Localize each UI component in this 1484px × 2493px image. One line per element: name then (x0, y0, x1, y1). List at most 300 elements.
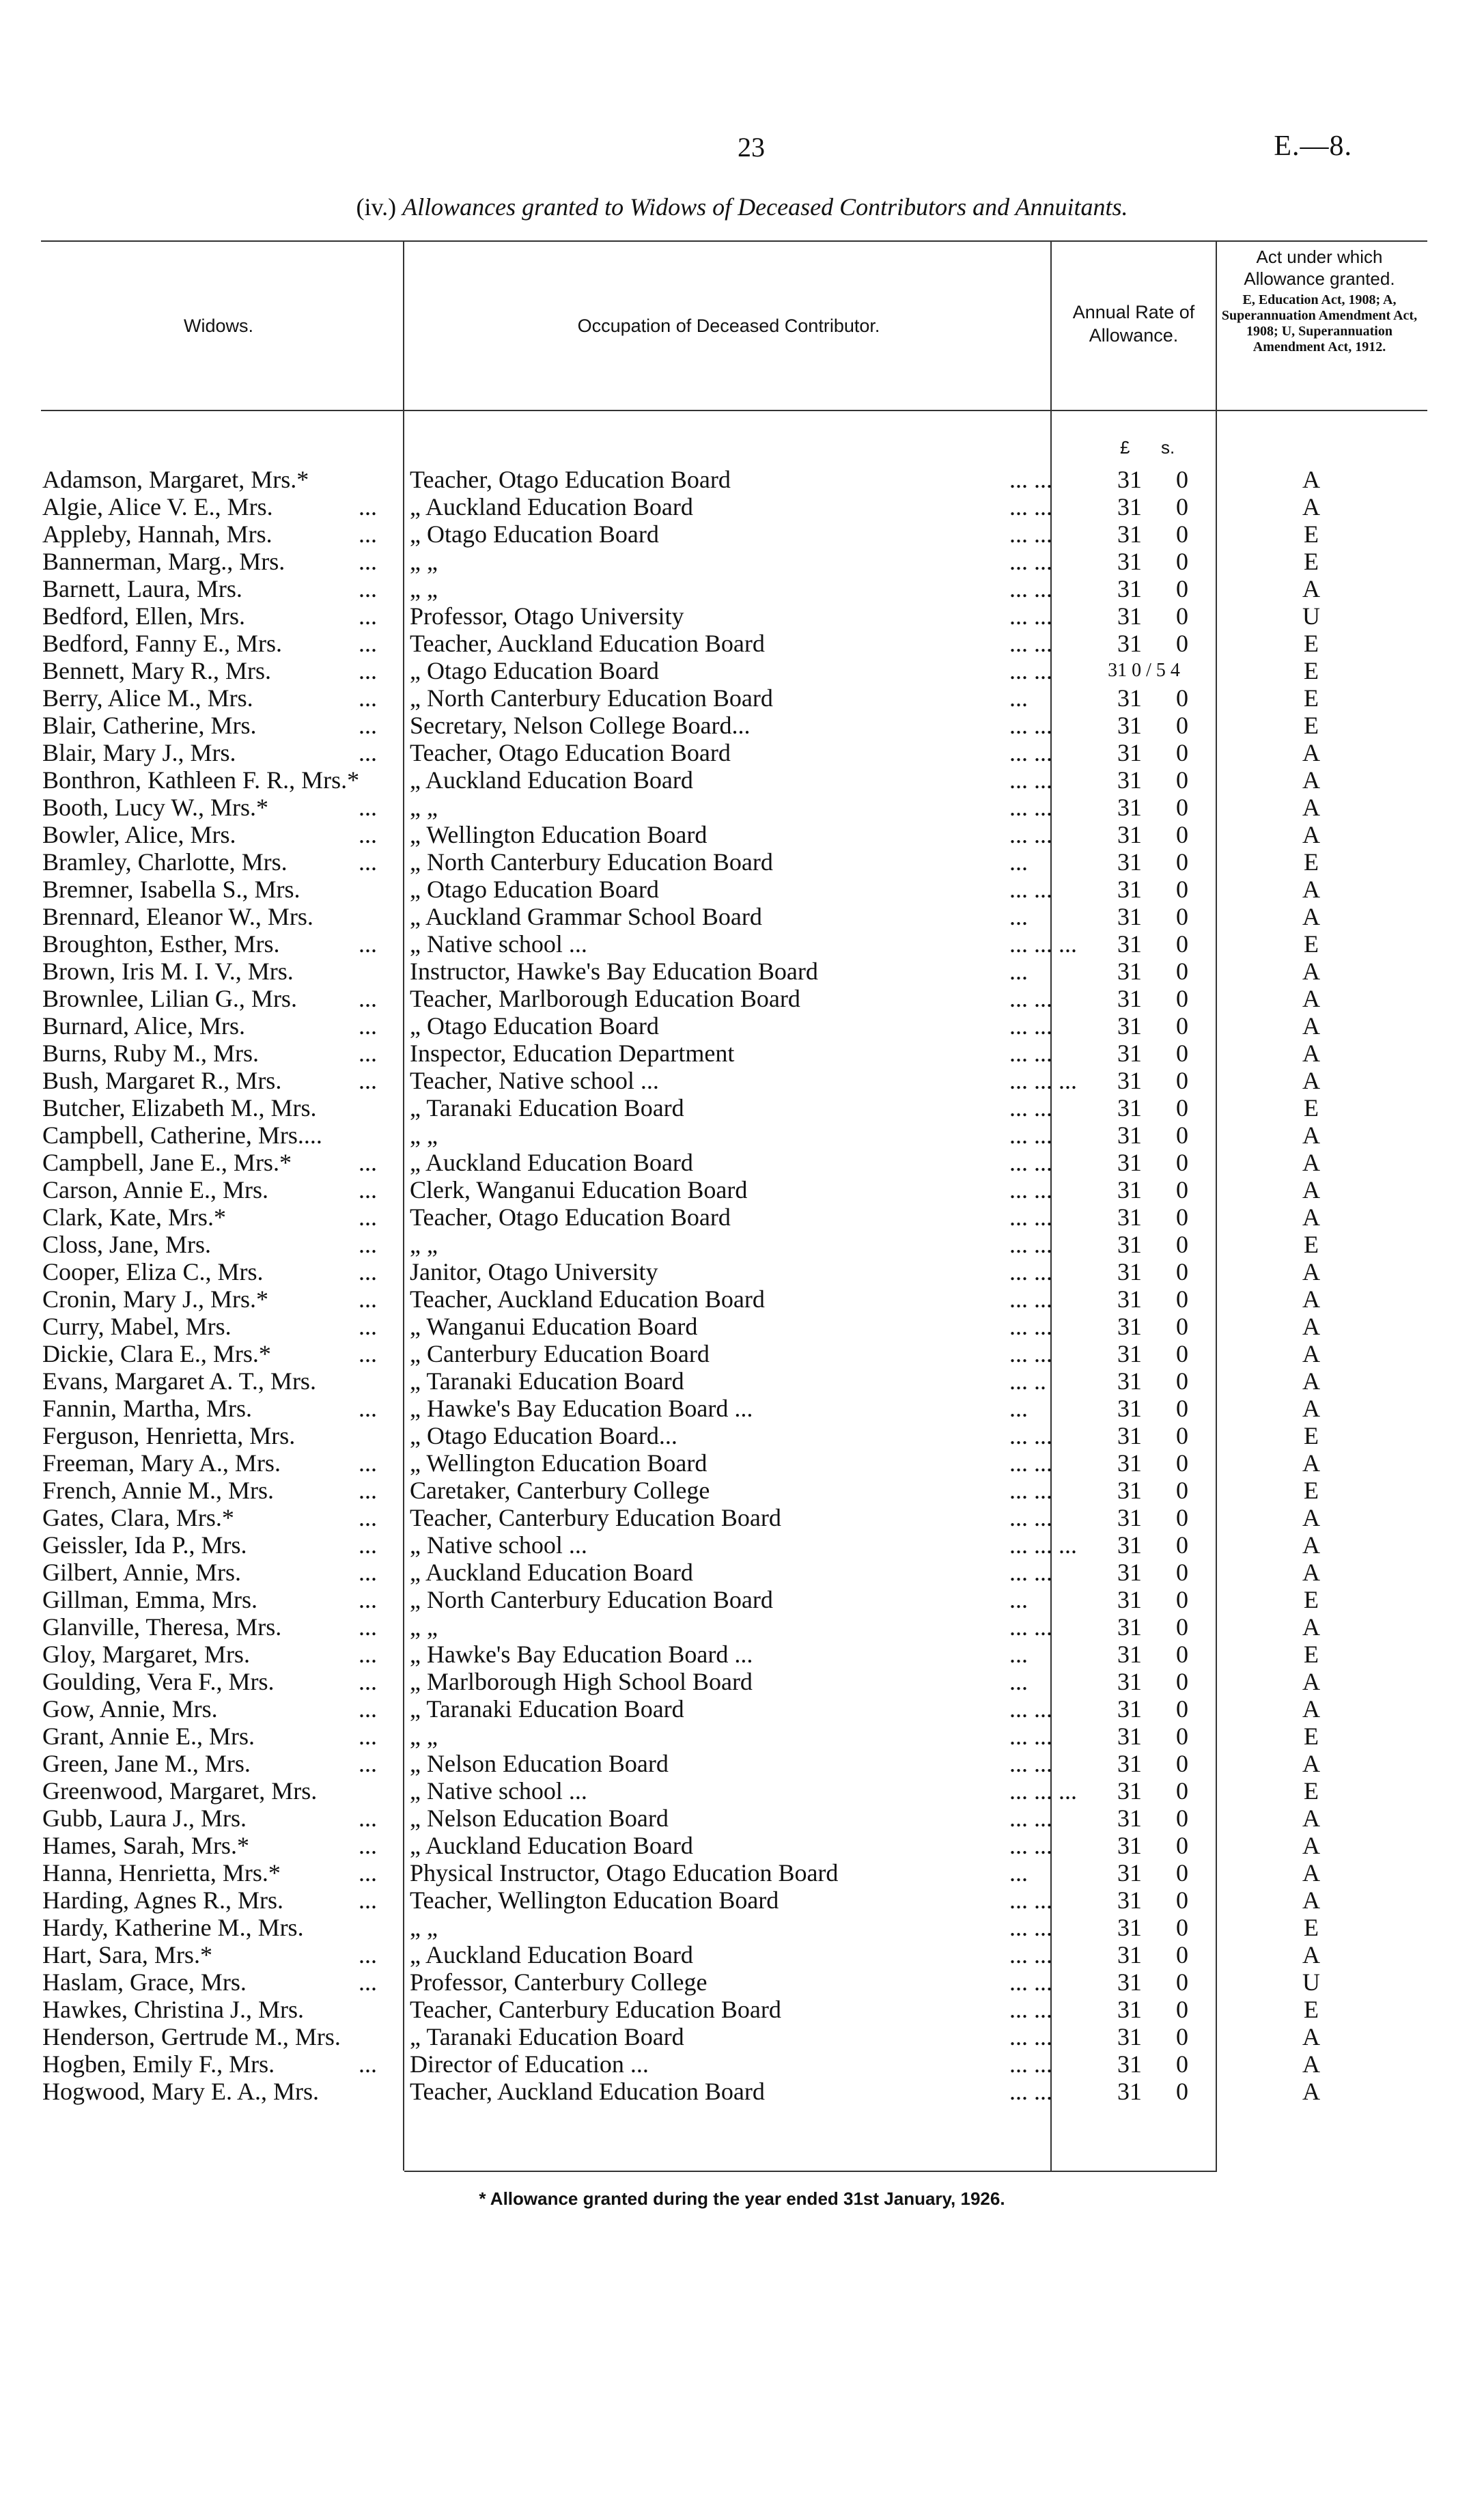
rate-pounds: 31 (1117, 466, 1142, 493)
act-code: E (1304, 1231, 1319, 1258)
widow-name: Burns, Ruby M., Mrs. (42, 1040, 260, 1067)
rate-shillings: 0 (1176, 1941, 1188, 1968)
widow-name: Grant, Annie E., Mrs. (42, 1723, 255, 1750)
table-row (0, 1777, 1484, 1805)
occupation: „ „ (410, 575, 438, 602)
name-leader-dots: ... (359, 985, 377, 1012)
table-row (0, 1968, 1484, 1996)
rate-shillings: 0 (1176, 1395, 1188, 1422)
occupation: „ Auckland Education Board (410, 1832, 693, 1859)
rate-pounds: 31 (1117, 1094, 1142, 1122)
occupation: „ Marlborough High School Board (410, 1668, 753, 1695)
widow-name: Curry, Mabel, Mrs. (42, 1313, 232, 1340)
rate-pounds: 31 (1117, 1941, 1142, 1968)
occupation: Professor, Canterbury College (410, 1968, 708, 1996)
rate-pounds: 31 (1117, 602, 1142, 630)
rate-shillings: 0 (1176, 766, 1188, 794)
table-row (0, 1258, 1484, 1285)
table-row (0, 739, 1484, 766)
rate-shillings: 0 (1176, 958, 1188, 985)
occupation-leader-dots: ... ... (1009, 1914, 1052, 1941)
name-leader-dots: ... (359, 1613, 377, 1641)
table-row (0, 1067, 1484, 1094)
act-code: E (1304, 520, 1319, 548)
occupation: Inspector, Education Department (410, 1040, 735, 1067)
widow-name: Bramley, Charlotte, Mrs. (42, 848, 288, 876)
table-row (0, 1559, 1484, 1586)
widow-name: Greenwood, Margaret, Mrs. (42, 1777, 318, 1805)
occupation-leader-dots: ... ... (1009, 1477, 1052, 1504)
widow-name: Hogwood, Mary E. A., Mrs. (42, 2078, 319, 2105)
occupation: „ Otago Education Board (410, 1012, 659, 1040)
name-leader-dots: ... (359, 684, 377, 712)
widow-name: Ferguson, Henrietta, Mrs. (42, 1422, 296, 1449)
act-code: A (1302, 1040, 1320, 1067)
table-row (0, 1941, 1484, 1968)
rate-shillings: 0 (1176, 493, 1188, 520)
rate-shillings: 0 (1176, 1094, 1188, 1122)
act-code: A (1302, 1176, 1320, 1203)
act-code: A (1302, 1203, 1320, 1231)
name-leader-dots: ... (359, 1203, 377, 1231)
rate-shillings: 0 (1176, 1559, 1188, 1586)
act-code: A (1302, 1750, 1320, 1777)
rate-pounds: 31 (1117, 2050, 1142, 2078)
rate-pounds: 31 (1117, 1886, 1142, 1914)
rate-pounds: 31 (1117, 1395, 1142, 1422)
rate-pounds: 31 (1117, 821, 1142, 848)
table-row (0, 684, 1484, 712)
occupation: „ Nelson Education Board (410, 1805, 669, 1832)
widow-name: Fannin, Martha, Mrs. (42, 1395, 252, 1422)
table-row (0, 493, 1484, 520)
rate-shillings: 0 (1176, 1668, 1188, 1695)
rate-pounds: 31 (1117, 1367, 1142, 1395)
act-code: A (1302, 575, 1320, 602)
widow-name: Brennard, Eleanor W., Mrs. (42, 903, 313, 930)
occupation-leader-dots: ... (1009, 684, 1028, 712)
widow-name: Henderson, Gertrude M., Mrs. (42, 2023, 341, 2050)
widow-name: Glanville, Theresa, Mrs. (42, 1613, 282, 1641)
rate-pounds: 31 (1117, 1695, 1142, 1723)
widow-name: Carson, Annie E., Mrs. (42, 1176, 268, 1203)
occupation: „ Hawke's Bay Education Board ... (410, 1641, 753, 1668)
table-row (0, 1750, 1484, 1777)
rate-shillings: 0 (1176, 1531, 1188, 1559)
rate-shillings: 0 (1176, 985, 1188, 1012)
table-row (0, 1805, 1484, 1832)
name-leader-dots: ... (359, 630, 377, 657)
rate-shillings: 0 (1176, 1449, 1188, 1477)
occupation-leader-dots: ... ... (1009, 1149, 1052, 1176)
rate-shillings: 0 (1176, 876, 1188, 903)
name-leader-dots: ... (359, 794, 377, 821)
occupation: Clerk, Wanganui Education Board (410, 1176, 748, 1203)
occupation-leader-dots: ... ... (1009, 1176, 1052, 1203)
table-row (0, 985, 1484, 1012)
table-row (0, 766, 1484, 794)
rate-pounds: 31 (1117, 1285, 1142, 1313)
occupation: „ Taranaki Education Board (410, 1695, 684, 1723)
act-code: A (1302, 1832, 1320, 1859)
act-code: E (1304, 1777, 1319, 1805)
table-row (0, 548, 1484, 575)
rate-shillings: 0 (1176, 1176, 1188, 1203)
occupation: Caretaker, Canterbury College (410, 1477, 710, 1504)
act-code: A (1302, 1313, 1320, 1340)
rate-pounds: 31 (1117, 1531, 1142, 1559)
act-code: E (1304, 1094, 1319, 1122)
act-code: A (1302, 1886, 1320, 1914)
table-row (0, 1094, 1484, 1122)
rate-pounds: 31 (1117, 548, 1142, 575)
rate-shillings: 0 (1176, 1859, 1188, 1886)
occupation: „ „ (410, 1231, 438, 1258)
occupation: „ Otago Education Board (410, 876, 659, 903)
rate-shillings: 0 (1176, 1750, 1188, 1777)
rate-pounds: 31 (1117, 1750, 1142, 1777)
occupation-leader-dots: ... (1009, 958, 1028, 985)
occupation-leader-dots: ... ... (1009, 1094, 1052, 1122)
occupation: Teacher, Wellington Education Board (410, 1886, 779, 1914)
widow-name: Bush, Margaret R., Mrs. (42, 1067, 282, 1094)
rate-pounds: 31 (1117, 1449, 1142, 1477)
rate-shillings: 0 (1176, 1996, 1188, 2023)
occupation-leader-dots: ... ... (1009, 630, 1052, 657)
rate-pounds: 31 (1117, 794, 1142, 821)
rate-pounds: 31 (1117, 1859, 1142, 1886)
rate-shillings: 0 (1176, 1968, 1188, 1996)
act-code: A (1302, 466, 1320, 493)
widow-name: Hogben, Emily F., Mrs. (42, 2050, 275, 2078)
table-row (0, 1504, 1484, 1531)
widow-name: Blair, Catherine, Mrs. (42, 712, 257, 739)
occupation: „ Wellington Education Board (410, 821, 708, 848)
occupation-leader-dots: ... ... (1009, 1203, 1052, 1231)
table-row (0, 2050, 1484, 2078)
occupation: „ Hawke's Bay Education Board ... (410, 1395, 753, 1422)
act-code: A (1302, 1149, 1320, 1176)
table-row (0, 1340, 1484, 1367)
act-code: A (1302, 1695, 1320, 1723)
occupation: „ Auckland Education Board (410, 1559, 693, 1586)
act-code: A (1302, 1668, 1320, 1695)
table-row (0, 575, 1484, 602)
act-code: U (1302, 1968, 1320, 1996)
act-code: E (1304, 1422, 1319, 1449)
table-row (0, 1176, 1484, 1203)
occupation: „ Auckland Education Board (410, 1149, 693, 1176)
rate-shillings: 0 (1176, 821, 1188, 848)
table-row (0, 1695, 1484, 1723)
widow-name: Barnett, Laura, Mrs. (42, 575, 242, 602)
widow-name: Cronin, Mary J., Mrs.* (42, 1285, 268, 1313)
occupation: Physical Instructor, Otago Education Board (410, 1859, 839, 1886)
occupation: „ North Canterbury Education Board (410, 1586, 773, 1613)
rate-pounds: 31 (1117, 985, 1142, 1012)
table-row (0, 657, 1484, 684)
widow-name: Harding, Agnes R., Mrs. (42, 1886, 283, 1914)
act-code: A (1302, 739, 1320, 766)
act-code: A (1302, 2078, 1320, 2105)
occupation-leader-dots: ... ... ... (1009, 930, 1077, 958)
name-leader-dots: ... (359, 1258, 377, 1285)
rate-pounds: 31 (1117, 958, 1142, 985)
rate-pounds: 31 (1117, 1914, 1142, 1941)
rate-shillings: 0 (1176, 1203, 1188, 1231)
name-leader-dots: ... (359, 493, 377, 520)
widow-name: Clark, Kate, Mrs.* (42, 1203, 226, 1231)
table-row (0, 1203, 1484, 1231)
act-code: A (1302, 1613, 1320, 1641)
name-leader-dots: ... (359, 1750, 377, 1777)
rate-pounds: 31 (1117, 1258, 1142, 1285)
occupation: Secretary, Nelson College Board... (410, 712, 751, 739)
widow-name: Freeman, Mary A., Mrs. (42, 1449, 281, 1477)
rate-shillings: 0 (1176, 712, 1188, 739)
name-leader-dots: ... (359, 1641, 377, 1668)
widow-name: Bowler, Alice, Mrs. (42, 821, 236, 848)
rate-shillings: 0 (1176, 1258, 1188, 1285)
rate-pounds: 31 (1117, 1586, 1142, 1613)
act-code: A (1302, 1012, 1320, 1040)
rate-pounds: 31 (1117, 2023, 1142, 2050)
widow-name: Bannerman, Marg., Mrs. (42, 548, 285, 575)
name-leader-dots: ... (359, 1859, 377, 1886)
occupation: „ „ (410, 1122, 438, 1149)
occupation-leader-dots: ... ... (1009, 1258, 1052, 1285)
occupation-leader-dots: ... (1009, 1668, 1028, 1695)
column-header-widows: Widows. (183, 316, 253, 336)
act-code: A (1302, 958, 1320, 985)
table-row (0, 712, 1484, 739)
occupation-leader-dots: ... ... (1009, 1422, 1052, 1449)
occupation-leader-dots: ... ... (1009, 2023, 1052, 2050)
act-code: E (1304, 684, 1319, 712)
table-row (0, 1531, 1484, 1559)
act-code: A (1302, 794, 1320, 821)
occupation-leader-dots: ... ... (1009, 985, 1052, 1012)
widow-name: Bedford, Ellen, Mrs. (42, 602, 245, 630)
rate-pounds: 31 (1117, 1122, 1142, 1149)
occupation-leader-dots: ... (1009, 1395, 1028, 1422)
name-leader-dots: ... (359, 1477, 377, 1504)
rate-shillings: 0 (1176, 2078, 1188, 2105)
occupation-leader-dots: ... ... (1009, 1559, 1052, 1586)
rate-shillings: 0 (1176, 684, 1188, 712)
occupation: Teacher, Otago Education Board (410, 466, 731, 493)
table-row (0, 1832, 1484, 1859)
rate-shillings: 0 (1176, 466, 1188, 493)
widow-name: Blair, Mary J., Mrs. (42, 739, 236, 766)
rate-shillings: 0 (1176, 1340, 1188, 1367)
rate-pounds: 31 (1117, 684, 1142, 712)
occupation-leader-dots: ... ... (1009, 2078, 1052, 2105)
widow-name: Brown, Iris M. I. V., Mrs. (42, 958, 294, 985)
widow-name: Haslam, Grace, Mrs. (42, 1968, 247, 1996)
name-leader-dots: ... (359, 1559, 377, 1586)
rate-shillings: 0 (1176, 520, 1188, 548)
widow-name: Appleby, Hannah, Mrs. (42, 520, 272, 548)
act-code: A (1302, 1258, 1320, 1285)
name-leader-dots: ... (359, 1040, 377, 1067)
name-leader-dots: ... (359, 1723, 377, 1750)
occupation-leader-dots: ... ... (1009, 1285, 1052, 1313)
table-row (0, 1668, 1484, 1695)
rate-pounds: 31 0 / 5 4 (1108, 660, 1180, 681)
rate-pounds: 31 (1117, 1477, 1142, 1504)
occupation-leader-dots: ... ... ... (1009, 1067, 1077, 1094)
rate-shillings: 0 (1176, 1777, 1188, 1805)
table-row (0, 466, 1484, 493)
rate-pounds: 31 (1117, 1805, 1142, 1832)
occupation: „ Wellington Education Board (410, 1449, 708, 1477)
occupation: „ Auckland Education Board (410, 493, 693, 520)
widow-name: Hart, Sara, Mrs.* (42, 1941, 212, 1968)
act-code: E (1304, 1477, 1319, 1504)
table-row (0, 1477, 1484, 1504)
act-code: E (1304, 712, 1319, 739)
occupation-leader-dots: ... (1009, 903, 1028, 930)
column-header-act: Act under which Allowance granted. (1244, 247, 1395, 289)
name-leader-dots: ... (359, 1941, 377, 1968)
occupation-leader-dots: ... .. (1009, 1367, 1046, 1395)
occupation-leader-dots: ... ... (1009, 1695, 1052, 1723)
occupation-leader-dots: ... (1009, 1641, 1028, 1668)
table-row (0, 1012, 1484, 1040)
table-row (0, 1040, 1484, 1067)
occupation-leader-dots: ... ... (1009, 2050, 1052, 2078)
act-code: A (1302, 876, 1320, 903)
table-title-prefix: (iv.) (356, 193, 397, 221)
widow-name: Gilbert, Annie, Mrs. (42, 1559, 241, 1586)
rate-shillings: 0 (1176, 1012, 1188, 1040)
occupation-leader-dots: ... ... (1009, 1832, 1052, 1859)
occupation: „ Native school ... (410, 1531, 587, 1559)
rate-pounds: 31 (1117, 1149, 1142, 1176)
name-leader-dots: ... (359, 520, 377, 548)
occupation-leader-dots: ... (1009, 1859, 1028, 1886)
rate-pounds: 31 (1117, 1176, 1142, 1203)
table-row (0, 1886, 1484, 1914)
name-leader-dots: ... (359, 1886, 377, 1914)
rate-shillings: 0 (1176, 1832, 1188, 1859)
occupation: Teacher, Otago Education Board (410, 739, 731, 766)
name-leader-dots: ... (359, 1586, 377, 1613)
rate-shillings: 0 (1176, 1285, 1188, 1313)
occupation: Professor, Otago University (410, 602, 684, 630)
rate-pounds: 31 (1117, 575, 1142, 602)
occupation: „ Taranaki Education Board (410, 1094, 684, 1122)
widow-name: Geissler, Ida P., Mrs. (42, 1531, 247, 1559)
occupation: Teacher, Canterbury Education Board (410, 1996, 781, 2023)
occupation-leader-dots: ... ... (1009, 1012, 1052, 1040)
table-row (0, 520, 1484, 548)
occupation-leader-dots: ... ... (1009, 575, 1052, 602)
column-header-rate: Annual Rate of Allowance. (1072, 302, 1195, 346)
occupation-leader-dots: ... ... (1009, 1340, 1052, 1367)
rate-pounds: 31 (1117, 1613, 1142, 1641)
occupation: „ „ (410, 548, 438, 575)
table-row (0, 930, 1484, 958)
table-row (0, 1313, 1484, 1340)
act-code: A (1302, 1067, 1320, 1094)
table-row (0, 1231, 1484, 1258)
act-code: E (1304, 1914, 1319, 1941)
widow-name: Hardy, Katherine M., Mrs. (42, 1914, 304, 1941)
occupation-leader-dots: ... ... (1009, 876, 1052, 903)
rate-shillings: 0 (1176, 1504, 1188, 1531)
column-header-act-note: E, Education Act, 1908; A, Superannuation Amendment Act, 1908; U, Superannuation Amendment Act, 1912. (1221, 292, 1418, 354)
rate-pounds: 31 (1117, 930, 1142, 958)
widow-name: Gates, Clara, Mrs.* (42, 1504, 234, 1531)
act-code: A (1302, 1449, 1320, 1477)
occupation-leader-dots: ... ... ... (1009, 1531, 1077, 1559)
act-code: A (1302, 985, 1320, 1012)
occupation-leader-dots: ... ... (1009, 466, 1052, 493)
widow-name: Gubb, Laura J., Mrs. (42, 1805, 247, 1832)
occupation-leader-dots: ... ... (1009, 1750, 1052, 1777)
widow-name: Adamson, Margaret, Mrs.* (42, 466, 309, 493)
name-leader-dots: ... (359, 1176, 377, 1203)
widow-name: Bonthron, Kathleen F. R., Mrs.* (42, 766, 360, 794)
rate-shillings: 0 (1176, 1723, 1188, 1750)
occupation-leader-dots: ... ... (1009, 1122, 1052, 1149)
widow-name: Gow, Annie, Mrs. (42, 1695, 218, 1723)
occupation-leader-dots: ... ... (1009, 520, 1052, 548)
occupation-leader-dots: ... (1009, 1586, 1028, 1613)
occupation-leader-dots: ... ... (1009, 548, 1052, 575)
occupation-leader-dots: ... ... (1009, 1231, 1052, 1258)
name-leader-dots: ... (359, 1285, 377, 1313)
rate-shillings: 0 (1176, 1586, 1188, 1613)
occupation-leader-dots: ... ... (1009, 657, 1052, 684)
widow-name: Booth, Lucy W., Mrs.* (42, 794, 269, 821)
occupation-leader-dots: ... ... (1009, 794, 1052, 821)
occupation: „ Otago Education Board (410, 520, 659, 548)
name-leader-dots: ... (359, 1805, 377, 1832)
widow-name: Campbell, Catherine, Mrs.... (42, 1122, 322, 1149)
occupation-leader-dots: ... ... (1009, 766, 1052, 794)
table-row (0, 1641, 1484, 1668)
table-row (0, 1996, 1484, 2023)
table-row (0, 2023, 1484, 2050)
rate-pounds: 31 (1117, 1559, 1142, 1586)
widow-name: Evans, Margaret A. T., Mrs. (42, 1367, 316, 1395)
act-code: A (1302, 1122, 1320, 1149)
rate-shillings: 0 (1176, 2023, 1188, 2050)
widow-name: Campbell, Jane E., Mrs.* (42, 1149, 292, 1176)
occupation: „ Wanganui Education Board (410, 1313, 698, 1340)
name-leader-dots: ... (359, 1668, 377, 1695)
act-code: U (1302, 602, 1320, 630)
rate-pounds: 31 (1117, 2078, 1142, 2105)
widow-name: Burnard, Alice, Mrs. (42, 1012, 245, 1040)
name-leader-dots: ... (359, 930, 377, 958)
rate-pounds: 31 (1117, 1231, 1142, 1258)
name-leader-dots: ... (359, 1313, 377, 1340)
table-row (0, 1613, 1484, 1641)
table-row (0, 630, 1484, 657)
rate-pounds: 31 (1117, 1504, 1142, 1531)
rate-pounds: 31 (1117, 1832, 1142, 1859)
occupation: „ Auckland Education Board (410, 1941, 693, 1968)
rate-shillings: 0 (1176, 548, 1188, 575)
rate-pounds: 31 (1117, 848, 1142, 876)
footnote: * Allowance granted during the year ended 31st January, 1926. (479, 2188, 1005, 2209)
rate-shillings: 0 (1176, 1695, 1188, 1723)
widow-name: Dickie, Clara E., Mrs.* (42, 1340, 271, 1367)
